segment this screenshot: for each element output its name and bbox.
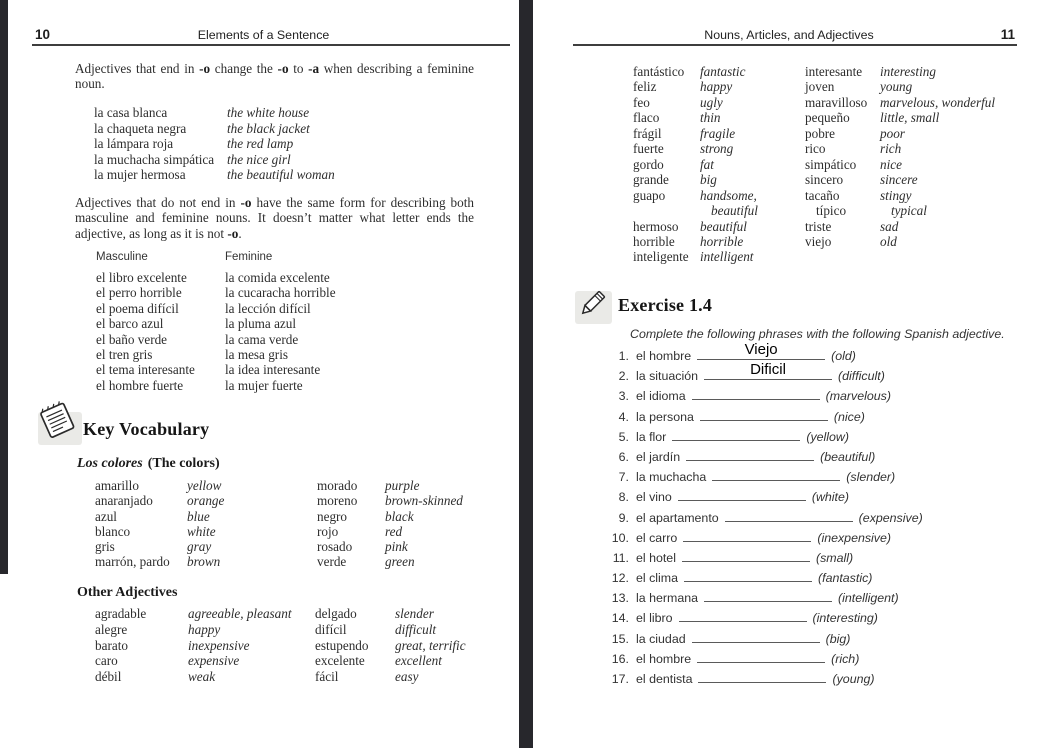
exercise-item (603, 569, 923, 589)
spanish-term: el perro horrible (96, 285, 182, 301)
english-translation: brown-skinned (385, 493, 463, 509)
item-number: 4. (618, 409, 629, 424)
item-hint: (slender) (846, 470, 896, 485)
item-hint: (expensive) (858, 510, 923, 525)
item-phrase: el carro (636, 530, 678, 545)
feminine-term: la pluma azul (225, 316, 297, 332)
item-phrase: el vino (636, 490, 672, 505)
key-vocabulary-title: Key Vocabulary (83, 419, 210, 439)
english-translation: beautiful (711, 203, 758, 219)
bold-ending: -o (240, 195, 252, 210)
english-translation: sincere (880, 172, 918, 188)
spanish-term: excelente (315, 653, 365, 669)
spanish-term: la lámpara roja (94, 136, 174, 151)
item-hint: (interesting) (812, 611, 878, 626)
masculine-feminine-list (96, 270, 336, 393)
item-phrase: la ciudad (636, 631, 686, 646)
vocab-row (95, 669, 466, 685)
item-hint: (beautiful) (820, 449, 876, 464)
item-number: 12. (611, 571, 629, 586)
spanish-term: negro (317, 508, 348, 524)
english-translation: handsome, (700, 187, 757, 203)
spanish-term: el libro excelente (96, 270, 187, 285)
item-hint: (nice) (833, 409, 865, 424)
page-right (533, 0, 1045, 748)
spanish-term: verde (317, 554, 347, 570)
item-hint: (marvelous) (825, 389, 892, 404)
exercise-item (603, 609, 923, 629)
feminine-term: la idea interesante (225, 362, 321, 378)
vocab-row (96, 347, 336, 362)
vocab-row (95, 653, 466, 669)
spanish-term: gris (95, 539, 115, 555)
spanish-term: maravilloso (805, 94, 868, 110)
spanish-term: marrón, pardo (95, 554, 170, 570)
english-translation: stingy (880, 187, 912, 203)
vocab-row (95, 622, 466, 638)
english-translation: nice (880, 156, 902, 172)
vocab-row (95, 539, 463, 554)
paragraph-non-o-rule (75, 195, 474, 241)
exercise-items-list (603, 341, 923, 690)
bold-ending: -o (199, 61, 211, 76)
spanish-term: fácil (315, 669, 339, 685)
feminine-term: la cama verde (225, 331, 299, 347)
spanish-term: azul (95, 508, 117, 524)
spanish-term: gordo (633, 156, 664, 172)
vocab-row (95, 509, 463, 524)
item-number: 3. (618, 389, 629, 404)
spanish-term: hermoso (633, 218, 679, 234)
feminine-term: la mesa gris (225, 347, 288, 363)
spanish-term: sincero (805, 172, 844, 188)
feminine-term: la lección difícil (225, 300, 311, 316)
english-translation: green (385, 554, 415, 570)
english-translation: difficult (395, 621, 437, 637)
spanish-term: la mujer hermosa (94, 167, 186, 182)
header-rule-right (573, 44, 1017, 46)
spanish-term: típico (816, 203, 847, 219)
vocab-row (633, 95, 995, 110)
spanish-term: anaranjado (95, 493, 153, 509)
answer-blank[interactable] (697, 650, 825, 663)
vocab-row (96, 316, 336, 331)
english-translation: excellent (395, 653, 442, 669)
item-number: 5. (618, 429, 629, 444)
answer-blank[interactable] (684, 569, 812, 582)
feminine-term: la cucaracha horrible (225, 285, 336, 301)
answer-blank[interactable] (686, 448, 814, 461)
item-hint: (old) (831, 349, 856, 363)
item-hint: (small) (815, 550, 854, 565)
spanish-term: blanco (95, 523, 131, 539)
answer-blank[interactable] (712, 468, 840, 481)
vocab-row (633, 172, 995, 187)
spanish-term: guapo (633, 187, 666, 203)
item-number: 17. (611, 672, 629, 686)
body-text: Adjectives that do not end in (75, 195, 241, 210)
answer-blank[interactable] (700, 408, 828, 421)
item-number: 8. (618, 490, 629, 505)
vocab-row (95, 638, 466, 654)
item-phrase: la hermana (636, 591, 698, 606)
colors-subtitle-english: (The colors) (147, 456, 220, 471)
vocab-row (633, 110, 995, 125)
notepad-icon (32, 396, 82, 446)
vocab-row (633, 188, 995, 203)
english-translation: the white house (227, 105, 310, 120)
spanish-term: pequeño (805, 110, 850, 126)
colors-subtitle-spanish: Los colores (77, 456, 143, 471)
answer-blank[interactable] (725, 509, 853, 522)
answer-blank[interactable] (692, 387, 820, 400)
english-translation: fragile (700, 125, 736, 141)
vocab-row (94, 136, 335, 152)
vocab-row (633, 219, 995, 234)
item-number: 10. (611, 530, 629, 545)
spanish-term: fantástico (633, 64, 685, 79)
body-text: have the same form for describing both masculine and feminine nouns. It doesn’t matter what letter ends the adjective, as long as it is not (75, 195, 474, 241)
vocab-row (94, 105, 335, 121)
vocab-row (95, 554, 463, 569)
english-translation: intelligent (700, 249, 754, 265)
spanish-term: interesante (805, 64, 863, 79)
item-number: 1. (618, 349, 629, 363)
english-translation: old (880, 233, 897, 249)
english-translation: yellow (187, 478, 222, 493)
english-translation: inexpensive (188, 637, 250, 653)
typed-answer: Dificil (750, 361, 786, 379)
spanish-term: fuerte (633, 141, 664, 157)
exercise-item (603, 650, 923, 670)
item-hint: (difficult) (838, 369, 885, 384)
exercise-item (603, 448, 923, 468)
item-phrase: la persona (636, 409, 694, 424)
spanish-term: rojo (317, 523, 339, 539)
english-translation: black (385, 508, 414, 524)
english-translation: typical (891, 203, 927, 219)
exercise-item (603, 387, 923, 407)
english-translation: orange (187, 493, 225, 509)
answer-blank[interactable] (683, 529, 811, 542)
vocab-row (633, 126, 995, 141)
item-phrase: la muchacha (636, 470, 707, 485)
exercise-item (603, 408, 923, 428)
exercise-item (603, 361, 923, 387)
answer-blank[interactable] (692, 630, 820, 643)
spanish-term: el baño verde (96, 331, 168, 347)
spanish-term: el poema difícil (96, 300, 179, 316)
vocab-row (633, 157, 995, 172)
english-translation: rich (880, 141, 902, 157)
english-translation: sad (880, 218, 899, 234)
english-translation: the red lamp (227, 136, 294, 151)
typed-answer: Viejo (744, 341, 778, 358)
item-phrase: el libro (636, 611, 673, 626)
spanish-term: barato (95, 637, 128, 653)
answer-blank[interactable] (679, 609, 807, 622)
colors-subtitle (77, 456, 220, 472)
english-translation: young (880, 79, 913, 95)
item-phrase: el hombre (636, 349, 692, 363)
vocab-row (96, 285, 336, 300)
spanish-term: grande (633, 172, 669, 188)
english-translation: brown (187, 554, 221, 570)
vocab-row (633, 79, 995, 94)
item-hint: (rich) (831, 651, 860, 666)
item-hint: (white) (811, 490, 850, 505)
english-translation: purple (385, 478, 420, 493)
spanish-term: el hombre fuerte (96, 377, 184, 393)
spanish-term: joven (805, 79, 835, 95)
body-text: change the (210, 61, 278, 76)
english-translation: strong (700, 141, 734, 157)
body-text: to (288, 61, 309, 76)
answer-blank[interactable] (704, 361, 832, 380)
item-hint: (inexpensive) (817, 530, 892, 545)
masculine-header: Masculine (96, 251, 148, 263)
item-number: 2. (618, 369, 629, 384)
vocab-row (94, 167, 335, 183)
spanish-term: caro (95, 653, 118, 669)
spanish-term: difícil (315, 621, 347, 637)
exercise-item (603, 630, 923, 650)
other-adjectives-list (95, 606, 466, 685)
english-translation: easy (395, 669, 419, 685)
exercise-item (603, 509, 923, 529)
english-translation: poor (880, 125, 905, 141)
item-phrase: el hombre (636, 651, 692, 666)
exercise-item (603, 428, 923, 448)
spanish-term: moreno (317, 493, 358, 509)
vocab-row (96, 301, 336, 316)
vocab-row (633, 249, 995, 264)
vocab-row (633, 203, 995, 218)
english-translation: white (187, 523, 216, 539)
exercise-item (603, 549, 923, 569)
gender-column-headers (96, 251, 272, 263)
english-translation: blue (187, 508, 210, 524)
spanish-term: la casa blanca (94, 105, 168, 120)
spanish-term: alegre (95, 621, 128, 637)
running-header-right: Nouns, Articles, and Adjectives (704, 28, 874, 42)
answer-blank[interactable] (704, 589, 832, 602)
exercise-item (603, 468, 923, 488)
item-hint: (young) (832, 672, 875, 686)
spanish-term: morado (317, 478, 358, 493)
english-translation: horrible (700, 233, 744, 249)
page-left (8, 0, 519, 748)
item-hint: (fantastic) (818, 571, 873, 586)
item-number: 11. (612, 550, 629, 565)
item-hint: (intelligent) (838, 591, 899, 606)
bold-ending: -o (227, 225, 239, 241)
item-number: 16. (611, 651, 629, 666)
spanish-term: feo (633, 94, 650, 110)
spanish-term: la chaqueta negra (94, 120, 187, 136)
spanish-term: agradable (95, 606, 147, 621)
spanish-term: tacaño (805, 187, 840, 203)
english-translation: gray (187, 539, 212, 555)
item-phrase: el apartamento (636, 510, 719, 525)
vocab-row (95, 524, 463, 539)
vocab-row (633, 64, 995, 79)
page-gutter (519, 0, 533, 748)
spanish-term: el tren gris (96, 347, 153, 363)
page-number-left: 10 (35, 27, 51, 42)
vocab-row (95, 493, 463, 508)
spanish-term: feliz (633, 79, 657, 95)
vocab-row (96, 378, 336, 393)
english-translation: ugly (700, 94, 723, 110)
exercise-instruction: Complete the following phrases with the following Spanish adjective. (630, 327, 1005, 341)
spanish-term: simpático (805, 156, 857, 172)
answer-blank[interactable] (697, 341, 825, 360)
feminine-term: la mujer fuerte (225, 377, 303, 393)
vocab-row (94, 121, 335, 137)
spanish-term: el tema interesante (96, 362, 195, 378)
bold-ending: -a (308, 61, 320, 76)
english-translation: thin (700, 110, 721, 126)
vocab-row (95, 478, 463, 493)
english-translation: great, terrific (395, 637, 466, 653)
body-text: when describing a feminine noun. (75, 61, 474, 92)
vocab-row (96, 362, 336, 377)
item-number: 14. (611, 611, 629, 626)
spanish-term: flaco (633, 110, 660, 126)
english-translation: expensive (188, 653, 240, 669)
vocab-row (94, 152, 335, 168)
spanish-term: rico (805, 141, 826, 157)
colors-vocab-list (95, 478, 463, 570)
english-translation: happy (188, 621, 221, 637)
vocab-row (96, 270, 336, 285)
exercise-item (603, 589, 923, 609)
left-edge (0, 0, 8, 574)
vocab-row (633, 141, 995, 156)
item-phrase: la situación (636, 369, 698, 384)
item-phrase: el jardín (636, 449, 681, 464)
english-translation: the nice girl (227, 151, 291, 167)
spanish-term: débil (95, 669, 122, 685)
english-translation: big (700, 172, 717, 188)
item-phrase: el clima (636, 571, 678, 586)
vocab-row (633, 234, 995, 249)
other-adjectives-subtitle: Other Adjectives (77, 585, 178, 600)
feminine-header: Feminine (225, 251, 273, 263)
item-phrase: el dentista (636, 672, 693, 686)
item-number: 6. (618, 449, 629, 464)
english-translation: the beautiful woman (227, 167, 335, 182)
english-translation: red (385, 523, 403, 539)
paragraph-feminine-rule (75, 61, 474, 92)
adjectives-vocab-list (633, 64, 995, 265)
item-number: 9. (618, 510, 629, 525)
english-translation: agreeable, pleasant (188, 606, 292, 621)
vocab-row (95, 606, 466, 622)
body-text: Adjectives that end in (75, 61, 200, 76)
spanish-term: viejo (805, 233, 832, 249)
header-rule-left (32, 44, 510, 46)
english-translation: little, small (880, 110, 940, 126)
english-translation: interesting (880, 64, 936, 79)
spanish-term: amarillo (95, 478, 139, 493)
exercise-item (603, 670, 923, 690)
spanish-term: horrible (633, 233, 675, 249)
page-number-right: 11 (1000, 27, 1015, 42)
running-header-left: Elements of a Sentence (197, 28, 330, 42)
item-hint: (big) (825, 631, 851, 646)
spanish-term: frágil (633, 125, 662, 141)
english-translation: beautiful (700, 218, 747, 234)
feminine-term: la comida excelente (225, 270, 330, 285)
answer-blank[interactable] (672, 428, 800, 441)
answer-blank[interactable] (682, 549, 810, 562)
item-hint: (yellow) (806, 429, 849, 444)
item-phrase: el idioma (636, 389, 686, 404)
spanish-term: pobre (805, 125, 836, 141)
spanish-term: el barco azul (96, 316, 164, 332)
answer-blank[interactable] (678, 488, 806, 501)
item-phrase: la flor (636, 429, 667, 444)
english-translation: weak (188, 669, 216, 685)
english-translation: slender (395, 606, 434, 621)
spanish-term: estupendo (315, 637, 369, 653)
examples-list (94, 105, 335, 183)
body-text: . (238, 225, 242, 241)
item-number: 7. (618, 470, 629, 485)
exercise-item (603, 488, 923, 508)
spanish-term: rosado (317, 539, 353, 555)
english-translation: fantastic (700, 64, 746, 79)
pencil-icon (569, 281, 615, 327)
exercise-title: Exercise 1.4 (618, 295, 713, 315)
item-phrase: el hotel (636, 550, 676, 565)
spanish-term: inteligente (633, 249, 689, 265)
english-translation: pink (385, 539, 408, 555)
vocab-row (96, 332, 336, 347)
spanish-term: delgado (315, 606, 357, 621)
item-number: 13. (611, 591, 629, 606)
english-translation: marvelous, wonderful (880, 94, 996, 110)
spanish-term: triste (805, 218, 832, 234)
spanish-term: la muchacha simpática (94, 151, 215, 167)
bold-ending: -o (277, 61, 289, 76)
english-translation: the black jacket (227, 120, 310, 136)
answer-blank[interactable] (698, 670, 826, 683)
english-translation: happy (700, 79, 733, 95)
item-number: 15. (611, 631, 629, 646)
exercise-item (603, 529, 923, 549)
english-translation: fat (700, 156, 714, 172)
